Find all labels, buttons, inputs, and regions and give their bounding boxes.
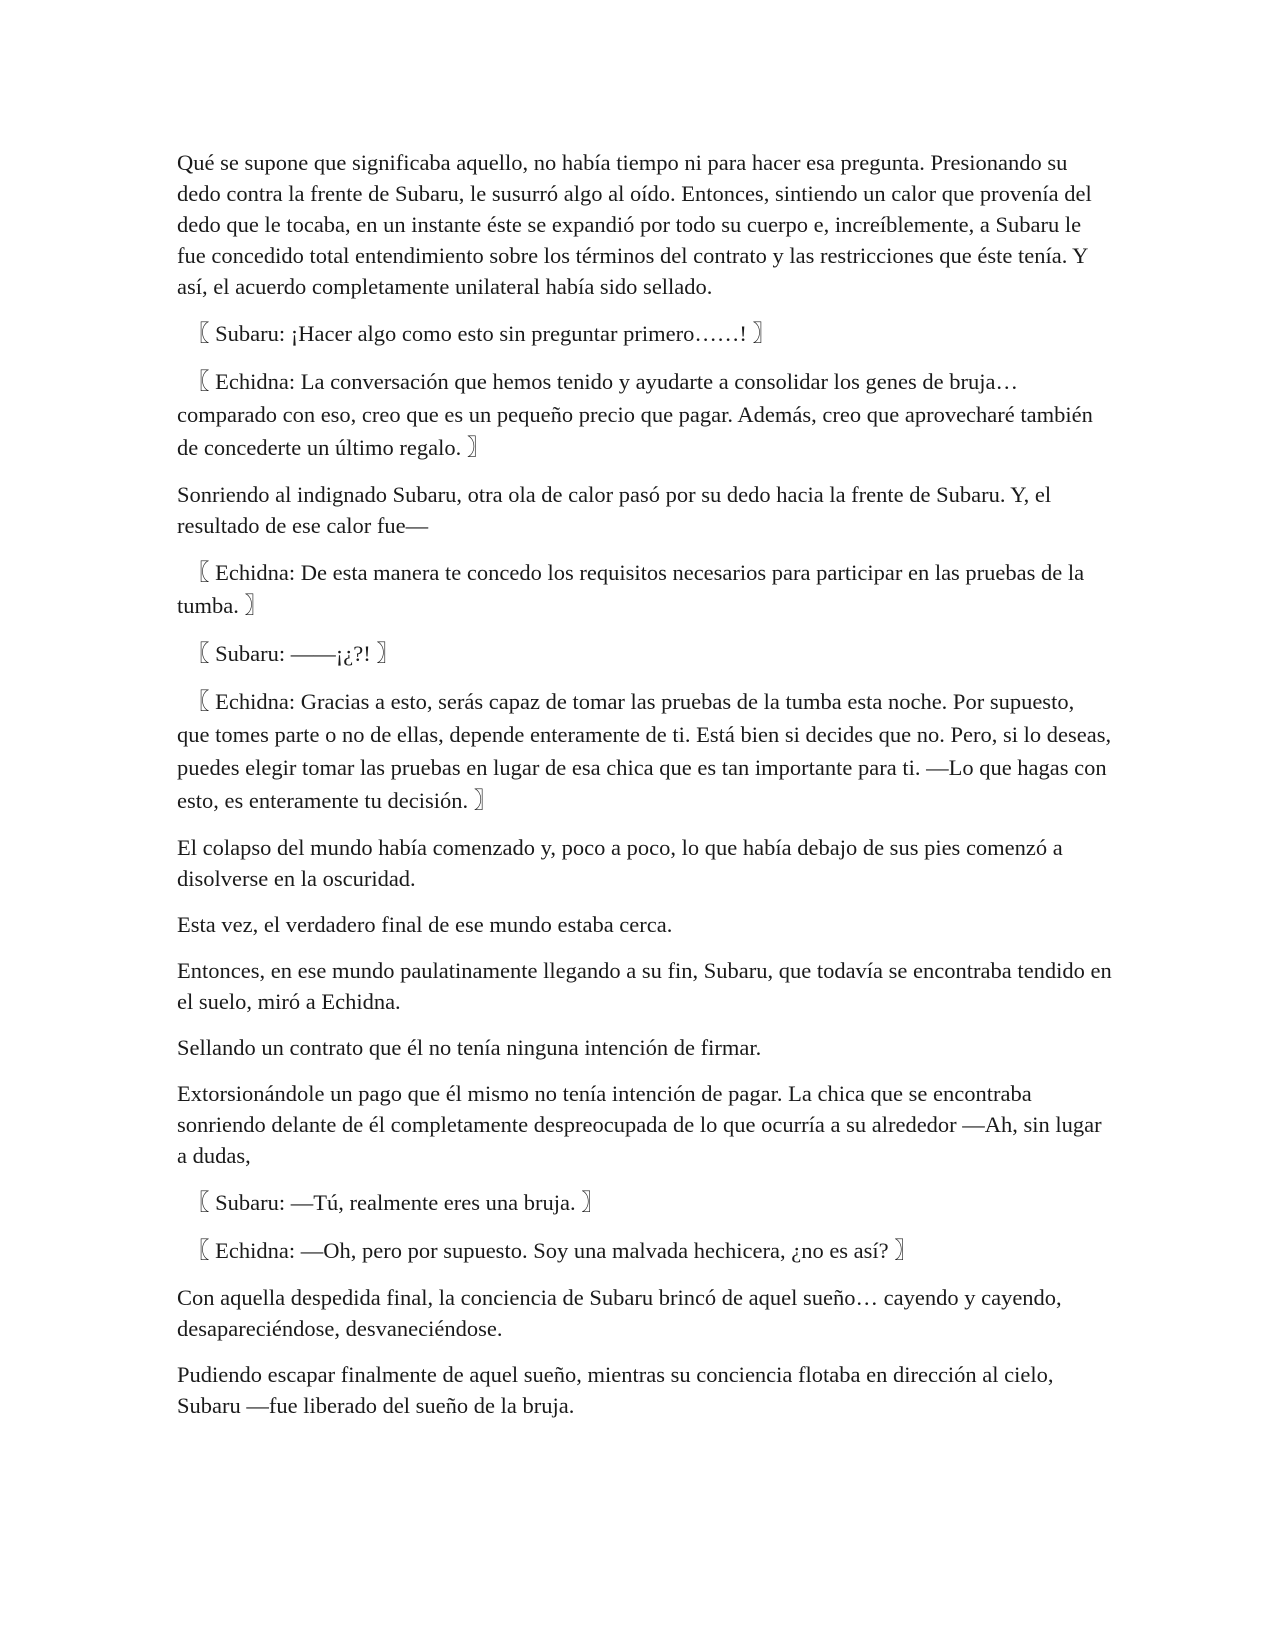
narration-paragraph: Extorsionándole un pago que él mismo no tenía intención de pagar. La chica que se encontraba sonriendo delante de él completamente despreocupada de lo que ocurría a su alrededor —Ah, sin lugar a dudas, xyxy=(177,1081,1102,1168)
dialogue-line-echidna: 〖 Echidna: La conversación que hemos tenido y ayudarte a consolidar los genes de bruja… comparado con eso, creo que es un pequeño precio que pagar. Además, creo que aprovecharé también de concederte un último regalo. 〗 xyxy=(177,369,1093,460)
narration-paragraph: Sellando un contrato que él no tenía ninguna intención de firmar. xyxy=(177,1035,762,1060)
dialogue-line-echidna: 〖 Echidna: De esta manera te concedo los requisitos necesarios para participar en las pruebas de la tumba. 〗 xyxy=(177,560,1085,618)
dialogue-line-echidna: 〖 Echidna: —Oh, pero por supuesto. Soy una malvada hechicera, ¿no es así? 〗 xyxy=(187,1238,917,1263)
narration-paragraph: Sonriendo al indignado Subaru, otra ola de calor pasó por su dedo hacia la frente de Subaru. Y, el resultado de ese calor fue— xyxy=(177,482,1052,538)
dialogue-line-subaru: 〖 Subaru: ¡Hacer algo como esto sin preguntar primero……! 〗 xyxy=(187,321,775,346)
document-page xyxy=(177,147,1112,1436)
dialogue-line-subaru: 〖 Subaru: ——¡¿?! 〗 xyxy=(187,641,399,666)
narration-paragraph: Pudiendo escapar finalmente de aquel sueño, mientras su conciencia flotaba en dirección al cielo, Subaru —fue liberado del sueño de la bruja. xyxy=(177,1362,1054,1418)
dialogue-line-subaru: 〖 Subaru: —Tú, realmente eres una bruja. 〗 xyxy=(187,1190,604,1215)
dialogue-line-echidna: 〖 Echidna: Gracias a esto, serás capaz de tomar las pruebas de la tumba esta noche. Por supuesto, que tomes parte o no de ellas, depende enteramente de ti. Está bien si decides que no. Pero, si lo deseas, puedes elegir tomar las pruebas en lugar de esa chica que es tan importante para ti. —Lo que hagas con esto, es enteramente tu decisión. 〗 xyxy=(177,689,1112,813)
narration-paragraph: Entonces, en ese mundo paulatinamente llegando a su fin, Subaru, que todavía se encontraba tendido en el suelo, miró a Echidna. xyxy=(177,958,1112,1014)
narration-paragraph: Con aquella despedida final, la conciencia de Subaru brincó de aquel sueño… cayendo y cayendo, desapareciéndose, desvaneciéndose. xyxy=(177,1285,1062,1341)
narration-paragraph: Qué se supone que significaba aquello, no había tiempo ni para hacer esa pregunta. Presionando su dedo contra la frente de Subaru, le susurró algo al oído. Entonces, sintiendo un calor que provenía del dedo que le tocaba, en un instante éste se expandió por todo su cuerpo e, increíblemente, a Subaru le fue concedido total entendimiento sobre los términos del contrato y las restricciones que éste tenía. Y así, el acuerdo completamente unilateral había sido sellado. xyxy=(177,150,1092,299)
narration-paragraph: Esta vez, el verdadero final de ese mundo estaba cerca. xyxy=(177,912,673,937)
narration-paragraph: El colapso del mundo había comenzado y, poco a poco, lo que había debajo de sus pies comenzó a disolverse en la oscuridad. xyxy=(177,835,1063,891)
